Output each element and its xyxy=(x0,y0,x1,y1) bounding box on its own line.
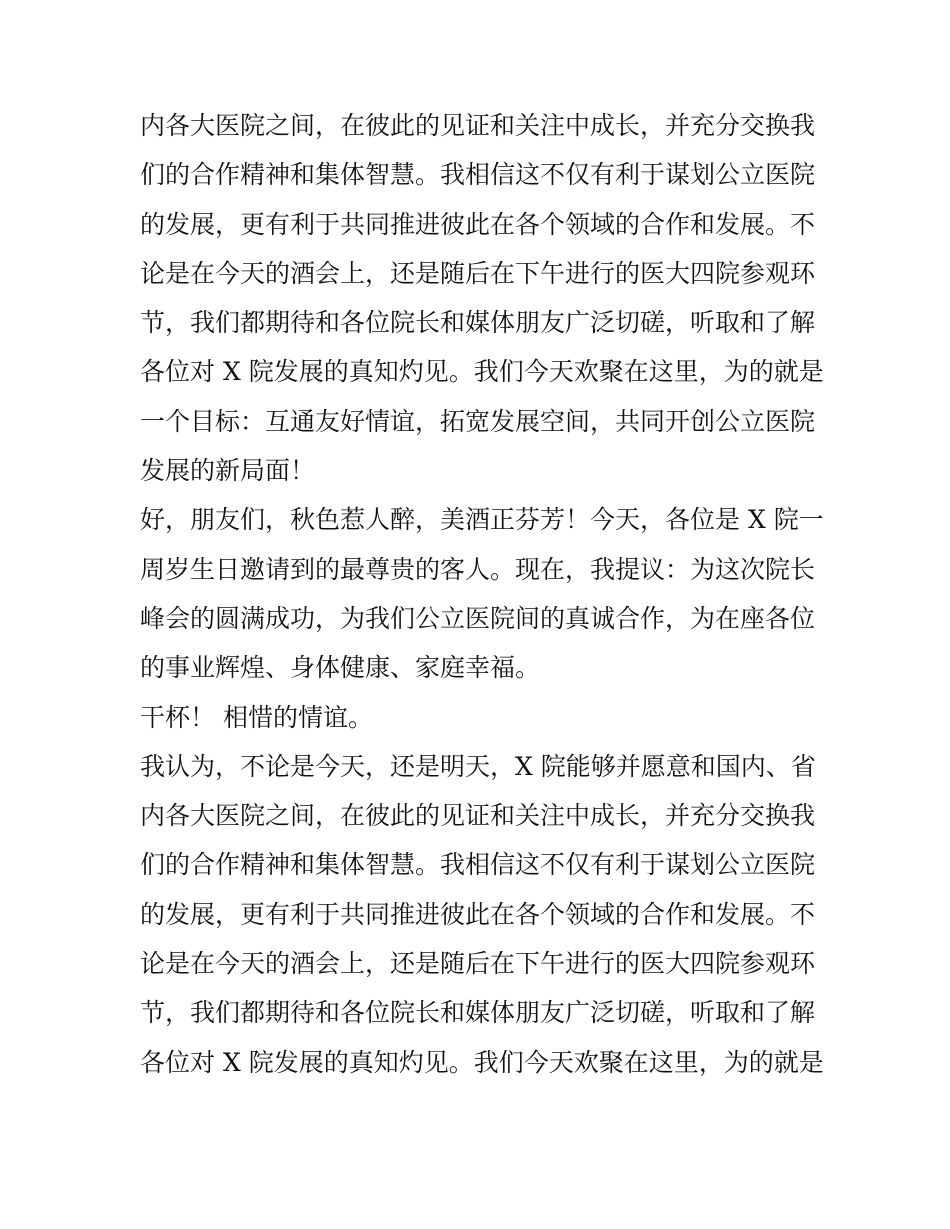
document-body xyxy=(140,101,824,1087)
text-line: 内各大医院之间，在彼此的见证和关注中成长，并充分交换我 xyxy=(140,111,816,140)
text-line: 周岁生日邀请到的最尊贵的客人。现在，我提议：为这次院长 xyxy=(140,554,816,584)
text-line: 内各大医院之间，在彼此的见证和关注中成长，并充分交换我 xyxy=(140,801,816,831)
text-line: 论是在今天的酒会上，还是随后在下午进行的医大四院参观环 xyxy=(140,258,816,288)
text-line: 我认为，不论是今天，还是明天，X 院能够并愿意和国内、省 xyxy=(140,751,816,781)
text-line: 峰会的圆满成功，为我们公立医院间的真诚合作，为在座各位 xyxy=(140,603,816,633)
text-line: 干杯！ 相惜的情谊。 xyxy=(140,702,373,732)
text-line: 节，我们都期待和各位院长和媒体朋友广泛切磋，听取和了解 xyxy=(140,308,816,338)
text-line: 发展的新局面！ xyxy=(140,456,316,486)
text-line: 的事业辉煌、身体健康、家庭幸福。 xyxy=(140,653,541,683)
text-line: 节，我们都期待和各位院长和媒体朋友广泛切磋，听取和了解 xyxy=(140,998,816,1028)
text-line: 的发展，更有利于共同推进彼此在各个领域的合作和发展。不 xyxy=(140,899,816,929)
text-line: 各位对 X 院发展的真知灼见。我们今天欢聚在这里，为的就是 xyxy=(140,357,824,387)
text-line: 一个目标：互通友好情谊，拓宽发展空间，共同开创公立医院 xyxy=(140,406,816,436)
text-line: 们的合作精神和集体智慧。我相信这不仅有利于谋划公立医院 xyxy=(140,160,816,190)
text-line: 各位对 X 院发展的真知灼见。我们今天欢聚在这里，为的就是 xyxy=(140,1047,824,1077)
text-line: 们的合作精神和集体智慧。我相信这不仅有利于谋划公立医院 xyxy=(140,850,816,880)
text-line: 论是在今天的酒会上，还是随后在下午进行的医大四院参观环 xyxy=(140,949,816,979)
text-line: 的发展，更有利于共同推进彼此在各个领域的合作和发展。不 xyxy=(140,209,816,239)
text-line: 好，朋友们，秋色惹人醉，美酒正芬芳！今天，各位是 X 院一 xyxy=(140,505,824,535)
